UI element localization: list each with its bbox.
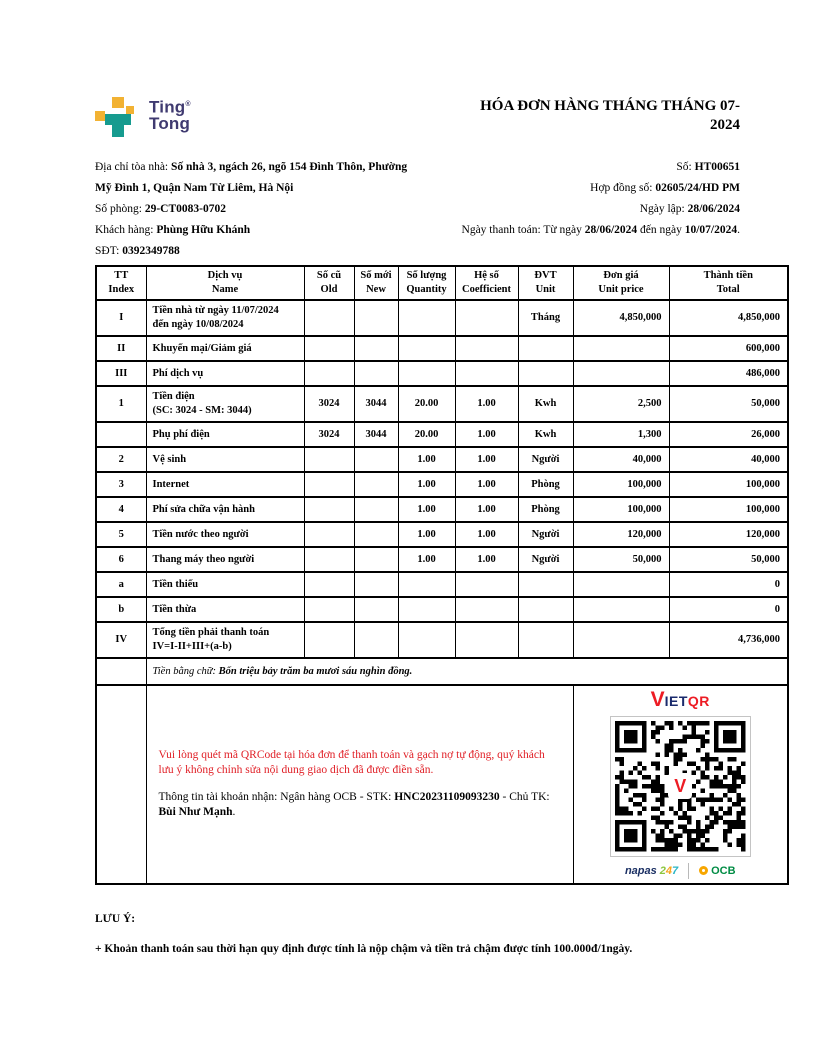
cell-service-name: Tiền thiếu: [146, 572, 304, 597]
cell-service-name: Phụ phí điện: [146, 422, 304, 447]
table-row: [96, 572, 788, 597]
cell-new-reading: [354, 597, 398, 622]
col-header-total: Thành tiền Total: [669, 266, 788, 300]
cell-unit: [518, 361, 573, 386]
cell-quantity: [398, 572, 455, 597]
brand-word-ting: Ting: [149, 97, 186, 117]
cell-total: 50,000: [669, 386, 788, 422]
cell-unit: Phòng: [518, 497, 573, 522]
brand-logo: [95, 97, 191, 144]
cell-unit-price: 50,000: [573, 547, 669, 572]
cell-unit: [518, 597, 573, 622]
cell-old-reading: [304, 522, 354, 547]
cell-index: II: [96, 336, 146, 361]
col-header-unit: ĐVT Unit: [518, 266, 573, 300]
table-row: [96, 386, 788, 422]
cell-coefficient: 1.00: [455, 472, 518, 497]
cell-service-name: Khuyến mại/Giảm giá: [146, 336, 304, 361]
table-row: [96, 497, 788, 522]
vietqr-logo: VIETQR: [650, 688, 710, 711]
cell-old-reading: [304, 300, 354, 336]
cell-new-reading: [354, 522, 398, 547]
cell-total: 0: [669, 597, 788, 622]
cell-index: III: [96, 361, 146, 386]
account-info-text: Thông tin tài khoản nhận: Ngân hàng OCB - STK: HNC20231109093230 - Chủ TK: Bùi Như Mạnh.: [158, 790, 550, 819]
cell-unit-price: [573, 597, 669, 622]
table-row: [96, 361, 788, 386]
cell-coefficient: [455, 597, 518, 622]
cell-unit: [518, 336, 573, 361]
table-row: [96, 522, 788, 547]
cell-service-name: Internet: [146, 472, 304, 497]
customer-phone: SĐT: 0392349788: [95, 245, 180, 257]
cell-service-name: Tiền thừa: [146, 597, 304, 622]
col-header-index: TT Index: [96, 266, 146, 300]
cell-quantity: 20.00: [398, 386, 455, 422]
cell-unit-price: [573, 336, 669, 361]
cell-unit-price: 1,300: [573, 422, 669, 447]
cell-total: 0: [669, 572, 788, 597]
cell-coefficient: [455, 622, 518, 658]
registered-mark: ®: [185, 101, 191, 108]
cell-coefficient: [455, 300, 518, 336]
cell-unit-price: 2,500: [573, 386, 669, 422]
cell-new-reading: [354, 336, 398, 361]
customer-name: Khách hàng: Phùng Hữu Khánh: [95, 224, 251, 236]
cell-total: 486,000: [669, 361, 788, 386]
table-row: [96, 422, 788, 447]
invoice-table-body: [96, 300, 788, 658]
info-row-phone: [95, 241, 787, 262]
cell-new-reading: [354, 547, 398, 572]
brand-word-tong: Tong: [149, 113, 191, 133]
cell-unit: Tháng: [518, 300, 573, 336]
cell-unit-price: [573, 622, 669, 658]
invoice-number: Số: HT00651: [676, 161, 740, 173]
cell-index: 4: [96, 497, 146, 522]
cell-total: 4,736,000: [669, 622, 788, 658]
cell-coefficient: [455, 361, 518, 386]
cell-quantity: [398, 597, 455, 622]
page-title-line1: HÓA ĐƠN HÀNG THÁNG THÁNG 07-: [480, 98, 740, 114]
cell-coefficient: 1.00: [455, 547, 518, 572]
cell-quantity: 1.00: [398, 472, 455, 497]
col-header-old: Số cũ Old: [304, 266, 354, 300]
table-row: [96, 447, 788, 472]
building-address: Địa chỉ tòa nhà: Số nhà 3, ngách 26, ngõ 154 Đình Thôn, Phường: [95, 161, 408, 173]
cell-index: b: [96, 597, 146, 622]
cell-quantity: [398, 300, 455, 336]
amount-in-words: Tiền bằng chữ: Bốn triệu bảy trăm ba mươi sáu nghìn đồng.: [146, 658, 788, 685]
page-title-line2: 2024: [710, 117, 740, 133]
cell-index: I: [96, 300, 146, 336]
payment-period: Ngày thanh toán: Từ ngày 28/06/2024 đến ngày 10/07/2024.: [461, 224, 740, 236]
cell-index: 1: [96, 386, 146, 422]
tingtong-logo-icon: [95, 97, 141, 144]
payment-note-cell: [146, 685, 573, 884]
cell-coefficient: 1.00: [455, 447, 518, 472]
table-header-row: [96, 266, 788, 300]
cell-total: 100,000: [669, 497, 788, 522]
cell-index: IV: [96, 622, 146, 658]
cell-index: [96, 422, 146, 447]
cell-old-reading: 3024: [304, 386, 354, 422]
cell-new-reading: 3044: [354, 386, 398, 422]
cell-total: 4,850,000: [669, 300, 788, 336]
cell-unit-price: [573, 361, 669, 386]
payment-warning-text: Vui lòng quét mã QRCode tại hóa đơn để thanh toán và gạch nợ tự động, quý khách lưu ý không chỉnh sửa nội dung giao dịch đã được điền sẵn.: [158, 748, 545, 777]
cell-index: 5: [96, 522, 146, 547]
cell-service-name: Thang máy theo người: [146, 547, 304, 572]
cell-total: 100,000: [669, 472, 788, 497]
brand-logo-text: [149, 97, 191, 132]
cell-new-reading: [354, 447, 398, 472]
cell-quantity: [398, 622, 455, 658]
info-row-customer: [95, 220, 787, 241]
cell-service-name: Phí sửa chữa vận hành: [146, 497, 304, 522]
invoice-table: [95, 265, 789, 885]
cell-new-reading: [354, 472, 398, 497]
cell-coefficient: 1.00: [455, 386, 518, 422]
cell-index: a: [96, 572, 146, 597]
cell-new-reading: [354, 300, 398, 336]
cell-quantity: 1.00: [398, 547, 455, 572]
cell-unit: Kwh: [518, 386, 573, 422]
cell-quantity: [398, 336, 455, 361]
cell-total: 50,000: [669, 547, 788, 572]
cell-service-name: Tiền nước theo người: [146, 522, 304, 547]
cell-index: 2: [96, 447, 146, 472]
info-row-address2: [95, 178, 787, 199]
footer-notes: [95, 913, 787, 955]
table-row: [96, 300, 788, 336]
partner-logos: [576, 863, 786, 879]
cell-service-name: Phí dịch vụ: [146, 361, 304, 386]
issue-date: Ngày lập: 28/06/2024: [639, 203, 740, 215]
building-address-cont: Mỹ Đình 1, Quận Nam Từ Liêm, Hà Nội: [95, 182, 294, 194]
cell-unit: [518, 572, 573, 597]
cell-old-reading: [304, 497, 354, 522]
info-section: [95, 157, 787, 262]
cell-unit-price: 40,000: [573, 447, 669, 472]
cell-quantity: 20.00: [398, 422, 455, 447]
cell-unit: Kwh: [518, 422, 573, 447]
info-row-room: [95, 199, 787, 220]
cell-total: 600,000: [669, 336, 788, 361]
cell-unit-price: 4,850,000: [573, 300, 669, 336]
cell-index: 6: [96, 547, 146, 572]
cell-coefficient: [455, 572, 518, 597]
cell-unit: Người: [518, 447, 573, 472]
cell-total: 26,000: [669, 422, 788, 447]
ocb-logo: OCB: [699, 864, 735, 878]
room-number: Số phòng: 29-CT0083-0702: [95, 203, 226, 215]
cell-unit: Người: [518, 547, 573, 572]
col-header-quantity: Số lượng Quantity: [398, 266, 455, 300]
cell-unit: Người: [518, 522, 573, 547]
cell-unit-price: 100,000: [573, 472, 669, 497]
note-title: LƯU Ý:: [95, 912, 136, 925]
page-header: [95, 97, 787, 144]
qr-code-cell: [573, 685, 788, 884]
cell-unit-price: 100,000: [573, 497, 669, 522]
col-header-coefficient: Hệ số Coefficient: [455, 266, 518, 300]
qr-code: [610, 716, 751, 857]
table-row: [96, 472, 788, 497]
cell-coefficient: 1.00: [455, 497, 518, 522]
col-header-name: Dịch vụ Name: [146, 266, 304, 300]
cell-unit: [518, 622, 573, 658]
table-row: [96, 622, 788, 658]
cell-service-name: Tổng tiền phải thanh toán IV=I-II+III+(a-b): [146, 622, 304, 658]
info-row-address: [95, 157, 787, 178]
cell-old-reading: [304, 472, 354, 497]
cell-quantity: [398, 361, 455, 386]
cell-new-reading: [354, 497, 398, 522]
col-header-new: Số mới New: [354, 266, 398, 300]
amount-words-index-cell: [96, 658, 146, 685]
table-row: [96, 597, 788, 622]
cell-new-reading: [354, 361, 398, 386]
cell-coefficient: [455, 336, 518, 361]
cell-old-reading: [304, 361, 354, 386]
cell-old-reading: 3024: [304, 422, 354, 447]
cell-unit-price: 120,000: [573, 522, 669, 547]
vietqr-center-badge: V: [668, 773, 692, 799]
table-row: [96, 336, 788, 361]
ocb-ring-icon: [699, 866, 708, 875]
cell-service-name: Vệ sinh: [146, 447, 304, 472]
cell-quantity: 1.00: [398, 447, 455, 472]
napas-logo: napas: [624, 864, 657, 877]
cell-unit-price: [573, 572, 669, 597]
payment-box-row: [96, 685, 788, 884]
col-header-unit-price: Đơn giá Unit price: [573, 266, 669, 300]
cell-unit: Phòng: [518, 472, 573, 497]
contract-number: Hợp đồng số: 02605/24/HD PM: [590, 182, 740, 194]
cell-old-reading: [304, 547, 354, 572]
amount-in-words-row: [96, 658, 788, 685]
qr-code-pattern: [615, 844, 746, 855]
page-title: [410, 97, 740, 135]
payment-box-left-cell: [96, 685, 146, 884]
cell-new-reading: [354, 572, 398, 597]
logo-divider: [688, 863, 689, 879]
cell-total: 40,000: [669, 447, 788, 472]
cell-new-reading: [354, 622, 398, 658]
table-row: [96, 547, 788, 572]
cell-coefficient: 1.00: [455, 522, 518, 547]
cell-old-reading: [304, 336, 354, 361]
cell-old-reading: [304, 447, 354, 472]
cell-quantity: 1.00: [398, 497, 455, 522]
cell-coefficient: 1.00: [455, 422, 518, 447]
napas-247-digits: 247: [659, 864, 679, 877]
cell-quantity: 1.00: [398, 522, 455, 547]
late-payment-note: + Khoản thanh toán sau thời hạn quy định được tính là nộp chậm và tiền trả chậm được tính 100.000đ/1ngày.: [95, 942, 633, 955]
cell-old-reading: [304, 597, 354, 622]
cell-service-name: Tiền nhà từ ngày 11/07/2024 đến ngày 10/08/2024: [146, 300, 304, 336]
cell-index: 3: [96, 472, 146, 497]
cell-service-name: Tiền điện (SC: 3024 - SM: 3044): [146, 386, 304, 422]
cell-old-reading: [304, 572, 354, 597]
cell-new-reading: 3044: [354, 422, 398, 447]
cell-total: 120,000: [669, 522, 788, 547]
cell-old-reading: [304, 622, 354, 658]
